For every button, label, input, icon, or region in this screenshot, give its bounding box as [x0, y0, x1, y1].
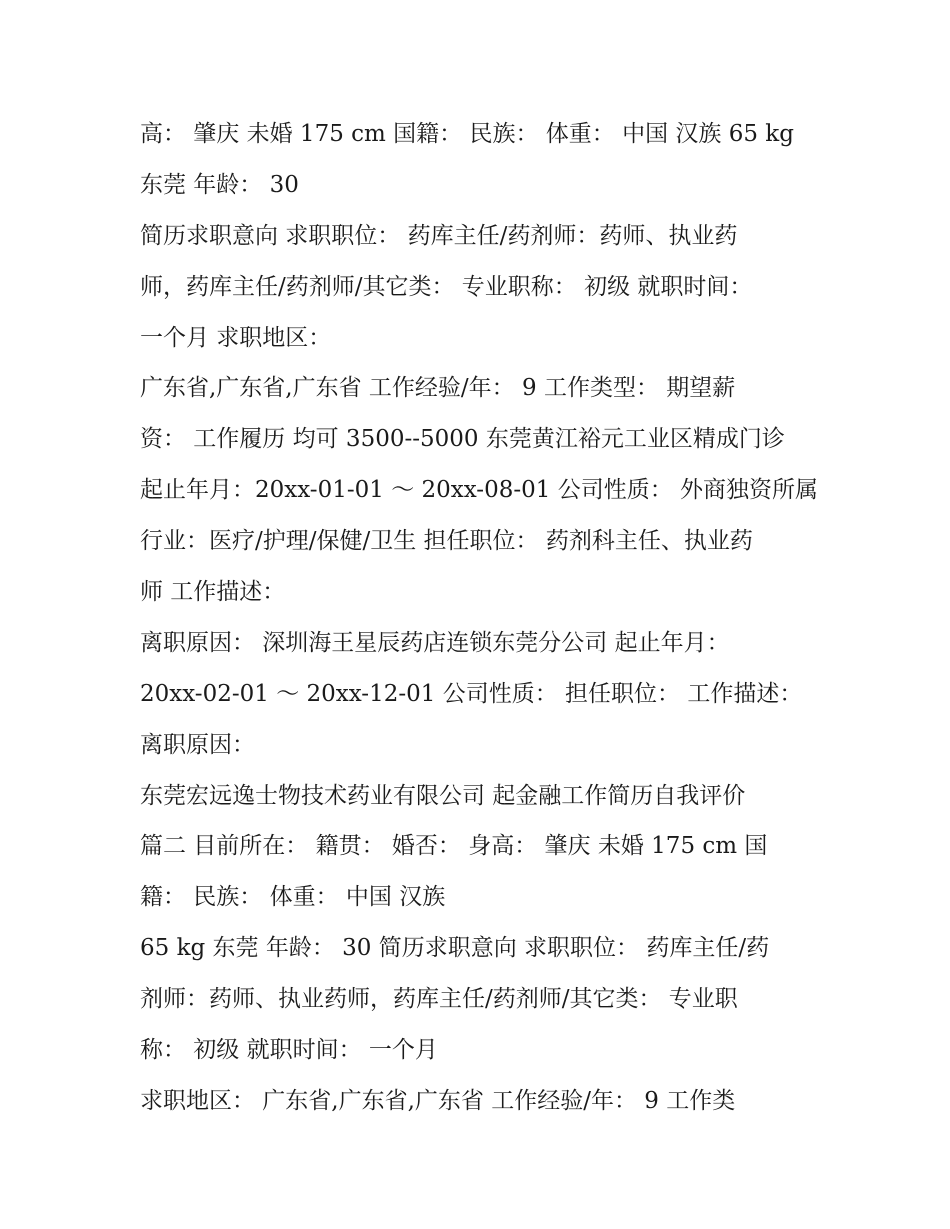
text-line: 资： 工作履历 均可 3500--5000 东莞黄江裕元工业区精成门诊: [140, 426, 785, 453]
text-line: 师，药库主任/药剂师/其它类： 专业职称： 初级 就职时间：: [140, 273, 753, 300]
text-line: 离职原因：: [140, 731, 255, 758]
text-line: 起止年月：20xx-01-01 ～ 20xx-08-01 公司性质： 外商独资所属: [140, 477, 819, 504]
text-line: 篇二 目前所在： 籍贯： 婚否： 身高： 肇庆 未婚 175 cm 国: [140, 833, 768, 860]
text-line: 剂师：药师、执业药师，药库主任/药剂师/其它类： 专业职: [140, 986, 738, 1013]
text-line: 行业：医疗/护理/保健/卫生 担任职位： 药剂科主任、执业药: [140, 528, 753, 555]
text-line: 师 工作描述：: [140, 579, 286, 606]
resume-text-body: [140, 109, 830, 1127]
text-line: 一个月 求职地区：: [140, 324, 332, 351]
text-line: 离职原因： 深圳海王星辰药店连锁东莞分公司 起止年月：: [140, 629, 730, 656]
text-line: 称： 初级 就职时间： 一个月: [140, 1037, 438, 1064]
text-line: 简历求职意向 求职职位： 药库主任/药剂师：药师、执业药: [140, 222, 738, 249]
text-line: 东莞 年龄： 30: [140, 171, 299, 198]
text-line: 广东省,广东省,广东省 工作经验/年： 9 工作类型： 期望薪: [140, 375, 736, 402]
text-line: 东莞宏远逸士物技术药业有限公司 起金融工作简历自我评价: [140, 782, 746, 809]
text-line: 高： 肇庆 未婚 175 cm 国籍： 民族： 体重： 中国 汉族 65 kg: [140, 121, 794, 147]
text-line: 籍： 民族： 体重： 中国 汉族: [140, 884, 446, 911]
text-line: 20xx-02-01 ～ 20xx-12-01 公司性质： 担任职位： 工作描述：: [140, 680, 803, 707]
text-line: 求职地区： 广东省,广东省,广东省 工作经验/年： 9 工作类: [140, 1087, 736, 1114]
text-line: 65 kg 东莞 年龄： 30 简历求职意向 求职职位： 药库主任/药: [140, 935, 770, 962]
